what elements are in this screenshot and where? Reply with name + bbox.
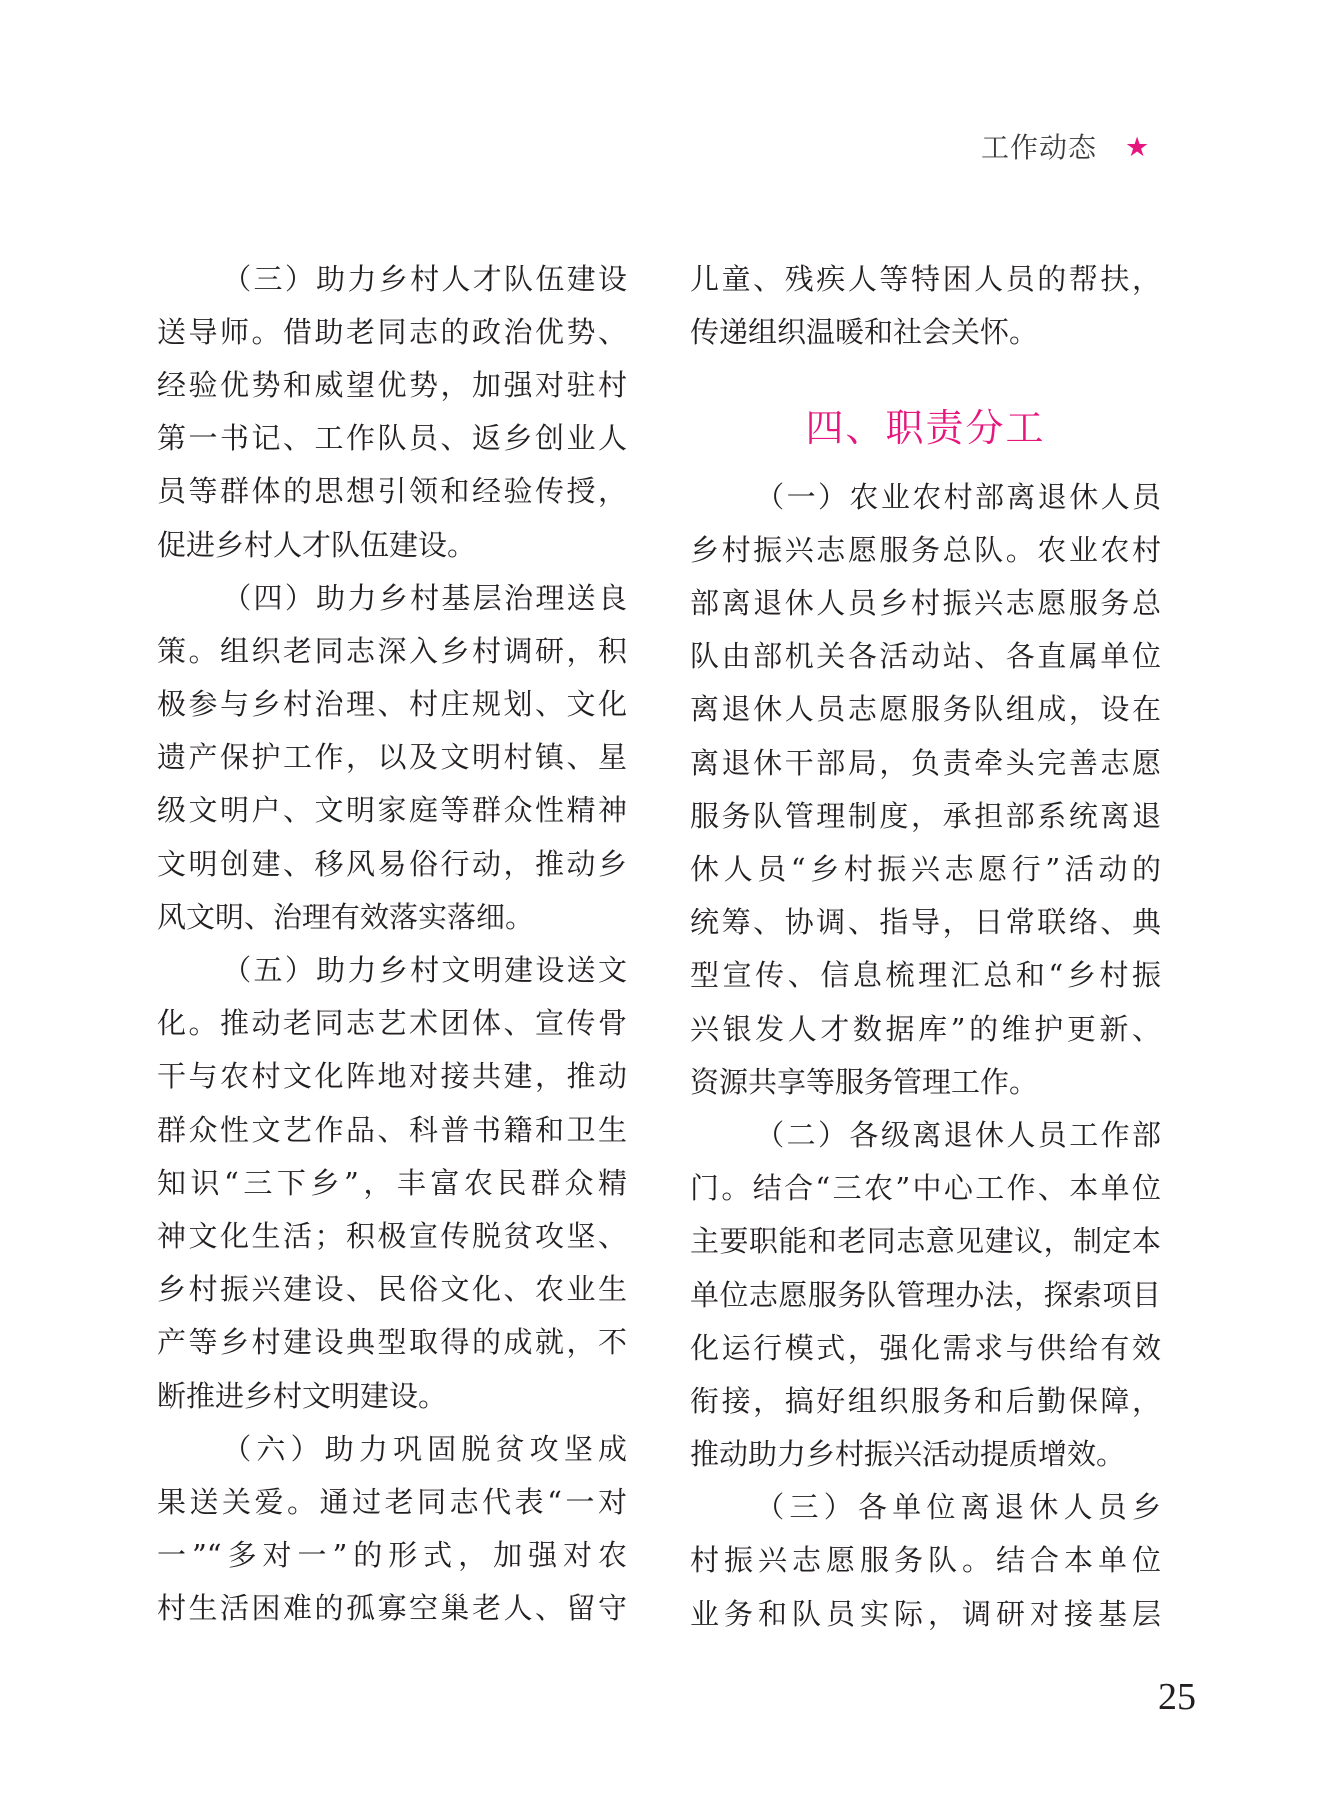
paragraph-line: 知识“三下乡”，丰富农民群众精 [157,1165,627,1200]
page-header-section: 工作动态 [981,131,1098,164]
paragraph [157,572,627,944]
star-icon: ★ [1125,132,1150,163]
paragraph [690,471,1161,1109]
paragraph-line: 策。组织老同志深入乡村调研，积 [157,633,627,668]
paragraph-line: 儿童、残疾人等特困人员的帮扶， [690,261,1161,296]
page-number: 25 [1158,1676,1196,1718]
section-heading: 四、职责分工 [805,406,1046,450]
paragraph-line: 统筹、协调、指导，日常联络、典 [690,905,1161,940]
paragraph-line: 推动助力乡村振兴活动提质增效。 [690,1437,1126,1472]
paragraph-line: （五）助力乡村文明建设送文 [222,953,627,988]
paragraph-line: 村振兴志愿服务队。结合本单位 [690,1543,1161,1578]
paragraph-line: （二）各级离退休人员工作部 [755,1117,1161,1152]
paragraph-line: 村生活困难的孤寡空巢老人、留守 [157,1591,627,1626]
paragraph-line: 主要职能和老同志意见建议，制定本 [690,1224,1161,1259]
paragraph-line: 单位志愿服务队管理办法，探索项目 [690,1277,1161,1312]
paragraph-line: 经验优势和威望优势，加强对驻村 [157,367,627,402]
paragraph-line: 断推进乡村文明建设。 [157,1378,448,1413]
paragraph-line: 化。推动老同志艺术团体、宣传骨 [157,1006,627,1041]
paragraph-line: 风文明、治理有效落实落细。 [157,899,535,934]
paragraph-line: 离退休人员志愿服务队组成，设在 [690,692,1161,727]
paragraph-line: 送导师。借助老同志的政治优势、 [157,314,627,349]
right-column [690,471,1161,1641]
paragraph [690,1481,1161,1641]
paragraph-line: 门。结合“三农”中心工作、本单位 [690,1171,1161,1206]
paragraph-line: 遗产保护工作，以及文明村镇、星 [157,740,627,775]
paragraph-line: 级文明户、文明家庭等群众性精神 [157,793,627,828]
paragraph-line: 乡村振兴建设、民俗文化、农业生 [157,1272,627,1307]
paragraph-line: 产等乡村建设典型取得的成就，不 [157,1325,627,1360]
paragraph-line: （三）助力乡村人才队伍建设 [222,261,627,296]
paragraph-line: 休人员“乡村振兴志愿行”活动的 [690,852,1161,886]
paragraph-line: （三）各单位离退休人员乡 [755,1490,1161,1525]
left-column [157,253,627,1636]
paragraph-line: 促进乡村人才队伍建设。 [157,527,477,562]
paragraph-line: 型宣传、信息梳理汇总和“乡村振 [690,958,1161,993]
paragraph-line: 神文化生活；积极宣传脱贫攻坚、 [157,1218,627,1253]
paragraph-line: 一”“多对一”的形式，加强对农 [157,1538,627,1573]
paragraph [157,1423,627,1636]
paragraph-line: 业务和队员实际，调研对接基层 [690,1596,1161,1631]
paragraph-line: 员等群体的思想引领和经验传授， [157,474,627,509]
paragraph-line: 乡村振兴志愿服务总队。农业农村 [690,532,1161,567]
paragraph [690,1109,1161,1481]
paragraph-line: （四）助力乡村基层治理送良 [222,580,627,615]
paragraph-line: 第一书记、工作队员、返乡创业人 [157,421,627,456]
paragraph-line: 化运行模式，强化需求与供给有效 [690,1330,1161,1365]
paragraph-line: 部离退休人员乡村振兴志愿服务总 [690,586,1161,621]
paragraph-line: （一）农业农村部离退休人员 [755,479,1161,514]
page-header [960,128,1190,168]
paragraph-line: 群众性文艺作品、科普书籍和卫生 [157,1112,627,1147]
right-column-continuation [690,253,1161,359]
paragraph-line: 兴银发人才数据库”的维护更新、 [690,1011,1161,1046]
paragraph-line: 文明创建、移风易俗行动，推动乡 [157,846,627,881]
paragraph-line: 传递组织温暖和社会关怀。 [690,314,1039,349]
paragraph-line: 服务队管理制度，承担部系统离退 [690,798,1161,833]
paragraph-line: 极参与乡村治理、村庄规划、文化 [157,687,627,722]
paragraph-line: 干与农村文化阵地对接共建，推动 [157,1059,627,1094]
paragraph-line: 衔接，搞好组织服务和后勤保障， [690,1383,1161,1418]
paragraph-line: 果送关爱。通过老同志代表“一对 [157,1484,627,1519]
paragraph-line: 离退休干部局，负责牵头完善志愿 [690,745,1161,780]
paragraph-line: 队由部机关各活动站、各直属单位 [690,639,1161,674]
paragraph-line: 资源共享等服务管理工作。 [690,1064,1039,1099]
paragraph [157,253,627,572]
paragraph-line: （六）助力巩固脱贫攻坚成 [222,1431,627,1466]
paragraph [157,944,627,1423]
